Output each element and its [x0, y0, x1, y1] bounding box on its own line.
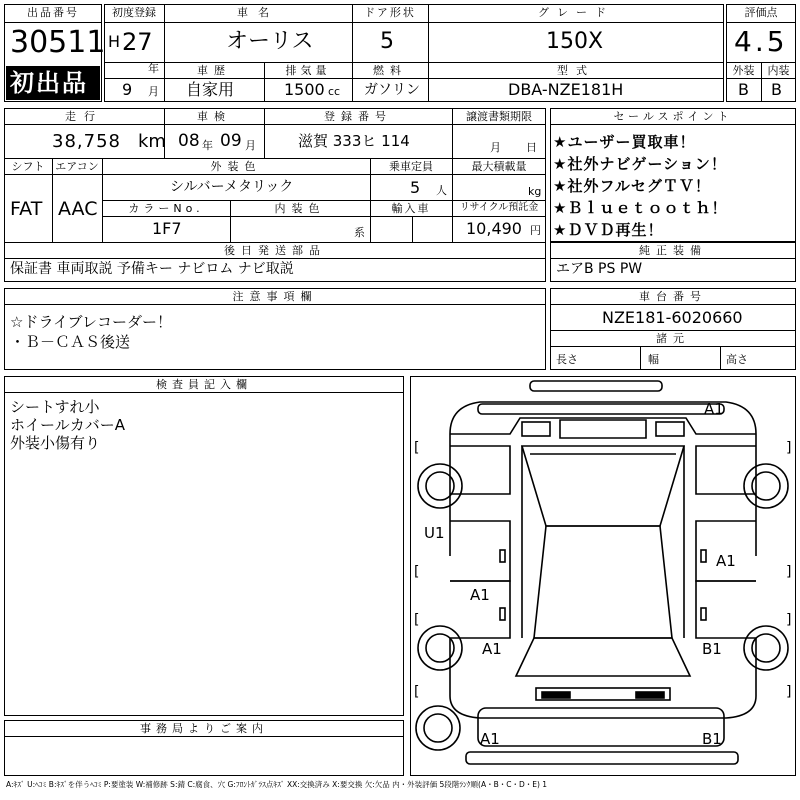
displacement-unit: cc — [328, 85, 341, 98]
inspector-line-3: 外装小傷有り — [10, 434, 101, 452]
mark-right-mid: A1 — [716, 552, 736, 570]
equipment-label: 純正装備 — [639, 244, 707, 257]
mark-right-rear-wheel: B1 — [702, 640, 722, 658]
displacement-label: 排気量 — [285, 64, 331, 77]
interior-grade: B — [771, 80, 782, 99]
max-load-label: 最大積載量 — [471, 160, 527, 173]
doors-value: 5 — [380, 29, 394, 54]
first-reg-era: H — [108, 32, 121, 51]
displacement-value: 1500 — [284, 80, 325, 99]
sales-point-1: ★ユーザー買取車！ — [553, 133, 696, 151]
model-code-value: DBA-NZE181H — [508, 80, 624, 99]
sales-points-label: セールスポイント — [613, 110, 733, 123]
interior-grade-label: 内装 — [767, 64, 790, 77]
plate-label: 登録番号 — [324, 110, 392, 123]
exterior-color-value: シルバーメタリック — [170, 179, 294, 195]
grade-value: 150X — [546, 29, 604, 54]
mark-rear-right: B1 — [702, 730, 722, 748]
grade-label: グレード — [538, 6, 614, 19]
dims-length: 長さ — [556, 353, 578, 366]
sales-point-5: ★ＤＶＤ再生！ — [553, 221, 664, 239]
transfer-month-unit: 月 — [490, 141, 501, 154]
inspection-month-unit: 月 — [245, 139, 256, 152]
inspection-year-unit: 年 — [202, 139, 213, 152]
notes-label: 注意事項欄 — [232, 290, 318, 303]
inspection-label: 車検 — [197, 110, 231, 123]
first-listing-badge-text: 初出品 — [10, 69, 88, 97]
mark-left-rear-panel: A1 — [470, 586, 490, 604]
inspector-line-2: ホイールカバーA — [10, 416, 125, 434]
svg-text:]: ] — [786, 612, 792, 628]
plate-value: 滋賀 333ヒ 114 — [298, 132, 410, 150]
capacity-label: 乗車定員 — [389, 160, 433, 173]
inspection-month: 09 — [220, 131, 242, 151]
recycle-value: 10,490 — [466, 219, 522, 238]
history-value: 自家用 — [186, 80, 235, 99]
inspection-year: 08 — [178, 131, 200, 151]
car-name-label: 車名 — [237, 6, 279, 19]
mark-front-right: A1 — [704, 400, 724, 418]
capacity-unit: 人 — [436, 184, 447, 197]
note-line-1: ☆ドライブレコーダー！ — [10, 313, 172, 331]
shift-value: FAT — [10, 198, 43, 220]
later-parts-label: 後日発送部品 — [224, 244, 326, 257]
first-reg-label: 初度登録 — [112, 6, 156, 19]
mileage-value: 38,758 — [52, 131, 121, 152]
legend-text: A:ｷｽﾞ U:ﾍｺﾐ B:ｷｽﾞを伴うﾍｺﾐ P:要塗装 W:補修跡 S:錆 C:腐食、穴 G:ﾌﾛﾝﾄｶﾞﾗｽ点ｷｽﾞ XX:交換済み X:要交換 欠:欠品 内・外装評価 5段階ﾗﾝｸ順(A・B・C・D・E) 1 — [6, 780, 548, 789]
sales-point-3: ★社外フルセグＴＶ！ — [553, 177, 711, 195]
first-reg-year: 27 — [122, 28, 153, 56]
capacity-value: 5 — [410, 178, 421, 197]
fuel-label: 燃料 — [373, 64, 407, 77]
car-name-value: オーリス — [226, 29, 314, 54]
score-label: 評価点 — [744, 6, 778, 19]
sales-point-2: ★社外ナビゲーション！ — [553, 155, 727, 173]
history-label: 車歴 — [197, 64, 231, 77]
equipment-value: エアB PS PW — [556, 261, 643, 277]
model-code-label: 型式 — [557, 64, 595, 77]
lot-label: 出品番号 — [27, 6, 79, 19]
first-reg-month: 9 — [122, 80, 133, 99]
mark-rear-left: A1 — [480, 730, 500, 748]
svg-text:[: [ — [414, 564, 420, 580]
dims-height: 高さ — [726, 353, 748, 366]
recycle-unit: 円 — [530, 224, 541, 237]
interior-color-unit: 系 — [354, 226, 365, 239]
exterior-color-label: 外装色 — [210, 160, 262, 173]
mark-left-front: U1 — [424, 524, 445, 542]
interior-color-label: 内装色 — [274, 202, 326, 215]
aircon-value: AAC — [58, 198, 98, 220]
inspector-label: 検査員記入欄 — [156, 378, 252, 391]
max-load-unit: kg — [528, 185, 542, 198]
import-label: 輸入車 — [391, 202, 431, 215]
later-parts-value: 保証書 車両取説 予備キー ナビロム ナビ取説 — [10, 261, 294, 277]
svg-text:]: ] — [786, 684, 792, 700]
doors-label: ドア形状 — [364, 6, 416, 19]
svg-text:[: [ — [414, 684, 420, 700]
office-label: 事務局よりご案内 — [140, 722, 268, 735]
mark-left-rear-wheel: A1 — [482, 640, 502, 658]
mileage-label: 走行 — [65, 110, 103, 123]
exterior-grade: B — [738, 80, 749, 99]
svg-text:]: ] — [786, 440, 792, 456]
sales-point-4: ★Ｂｌｕｅｔｏｏｔｈ！ — [553, 199, 728, 217]
shift-label: シフト — [11, 160, 45, 173]
lot-number: 30511 — [10, 25, 106, 60]
chassis-label: 車台番号 — [639, 290, 707, 303]
first-reg-year-unit: 年 — [148, 62, 159, 75]
svg-text:[: [ — [414, 612, 420, 628]
exterior-grade-label: 外装 — [732, 64, 755, 77]
chassis-value: NZE181-6020660 — [602, 308, 743, 327]
car-diagram — [410, 376, 796, 776]
dims-label: 諸元 — [656, 332, 690, 345]
svg-text:]: ] — [786, 564, 792, 580]
color-no-label: カラーNo. — [128, 202, 204, 215]
inspector-line-1: シートすれ小 — [10, 398, 100, 416]
transfer-day-unit: 日 — [526, 141, 537, 154]
aircon-label: エアコン — [55, 160, 99, 173]
transfer-label: 譲渡書類期限 — [466, 110, 532, 123]
dims-width: 幅 — [648, 353, 659, 366]
color-no-value: 1F7 — [152, 219, 182, 238]
svg-text:[: [ — [414, 440, 420, 456]
fuel-value: ガソリン — [364, 82, 420, 98]
mileage-unit: km — [138, 131, 166, 152]
note-line-2: ・Ｂ－ＣＡＳ後送 — [10, 333, 131, 351]
first-reg-month-unit: 月 — [148, 85, 159, 98]
score-value: 4.5 — [734, 25, 788, 58]
recycle-label: リサイクル預託金 — [459, 202, 539, 213]
